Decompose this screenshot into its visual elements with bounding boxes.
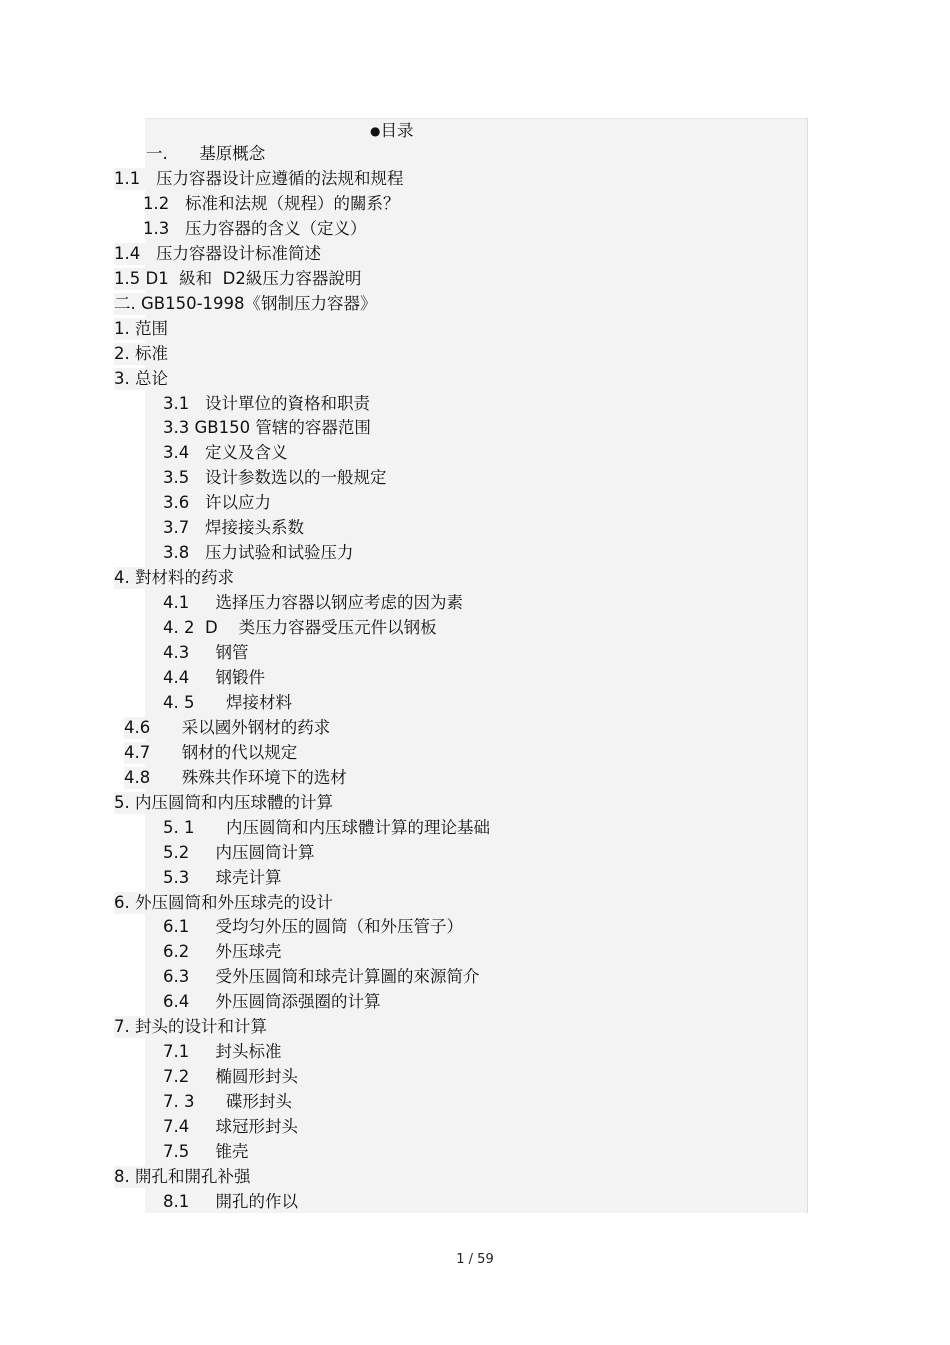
toc-entry: 6. 外压圆筒和外压球壳的设计 bbox=[114, 892, 333, 912]
toc-entry: 一. 基原概念 bbox=[146, 144, 266, 163]
toc-entry: 8. 開孔和開孔补强 bbox=[114, 1166, 251, 1186]
toc-entry: 7.2 椭圆形封头 bbox=[163, 1067, 298, 1087]
toc-entry: 6.1 受均匀外压的圆筒（和外压管子） bbox=[163, 917, 463, 937]
toc-entry: 3. 总论 bbox=[114, 368, 168, 388]
toc-entry: 1.1 压力容器设计应遵循的法规和规程 bbox=[114, 168, 404, 188]
toc-entry: 4.4 钢锻件 bbox=[163, 667, 265, 687]
toc-entry: 8.1 開孔的作以 bbox=[163, 1191, 298, 1211]
toc-entry: 2. 标准 bbox=[114, 343, 168, 363]
toc-entry: 3.1 设计單位的資格和职责 bbox=[163, 393, 370, 413]
toc-entry: 3.4 定义及含义 bbox=[163, 443, 288, 463]
toc-entry: 4.7 钢材的代以规定 bbox=[124, 742, 298, 762]
toc-entry: 二. GB150-1998《钢制压力容器》 bbox=[114, 293, 377, 313]
toc-entry: 7. 3 碟形封头 bbox=[163, 1092, 292, 1112]
toc-entry: 4. 2 D 类压力容器受压元件以钢板 bbox=[163, 618, 437, 638]
toc-entry: 5.3 球壳计算 bbox=[163, 867, 282, 887]
toc-entry: 6.2 外压球壳 bbox=[163, 942, 282, 962]
toc-entry: 7.5 锥壳 bbox=[163, 1142, 249, 1161]
toc-title-text: 目录 bbox=[380, 121, 414, 140]
toc-entry: 4.6 采以國外钢材的药求 bbox=[124, 717, 331, 737]
toc-title bbox=[370, 120, 413, 142]
page-number: 1 / 59 bbox=[456, 1252, 494, 1267]
toc-entry: 1.3 压力容器的含义（定义） bbox=[143, 218, 367, 238]
toc-entry: 4. 對材料的药求 bbox=[114, 568, 234, 588]
toc-entry: 3.6 许以应力 bbox=[163, 493, 271, 513]
toc-entry: 4.1 选择压力容器以钢应考虑的因为素 bbox=[163, 593, 463, 613]
toc-entry: 4.8 殊殊共作环境下的选材 bbox=[124, 767, 347, 787]
toc-entry: 3.5 设计参数选以的一般规定 bbox=[163, 468, 387, 488]
toc-entry: 5.2 内压圆筒计算 bbox=[163, 842, 315, 862]
toc-entry: 1.4 压力容器设计标准简述 bbox=[114, 243, 321, 263]
toc-entry: 3.7 焊接接头系数 bbox=[163, 518, 304, 538]
toc-entry: 7.4 球冠形封头 bbox=[163, 1117, 298, 1137]
bullet-icon: ● bbox=[370, 124, 381, 138]
toc-entry: 1. 范围 bbox=[114, 318, 168, 338]
toc-entry: 6.3 受外压圆筒和球壳计算圖的來源简介 bbox=[163, 967, 480, 987]
toc-entry: 6.4 外压圆筒添强圈的计算 bbox=[163, 992, 381, 1012]
toc-entry: 5. 内压圆筒和内压球體的计算 bbox=[114, 792, 333, 812]
toc-entry: 7. 封头的设计和计算 bbox=[114, 1017, 267, 1037]
toc-entry: 3.3 GB150 管辖的容器范围 bbox=[163, 418, 371, 438]
toc-entry: 4.3 钢管 bbox=[163, 643, 249, 662]
toc-entry: 1.2 标准和法规（规程）的關系？ bbox=[143, 193, 400, 213]
toc-entry: 5. 1 内压圆筒和内压球體计算的理论基础 bbox=[163, 817, 490, 837]
toc-entry: 4. 5 焊接材料 bbox=[163, 692, 292, 712]
toc-entry: 1.5 D1 級和 D2級压力容器說明 bbox=[114, 268, 362, 288]
toc-entry: 3.8 压力试验和试验压力 bbox=[163, 543, 354, 563]
toc-entry: 7.1 封头标准 bbox=[163, 1042, 282, 1062]
